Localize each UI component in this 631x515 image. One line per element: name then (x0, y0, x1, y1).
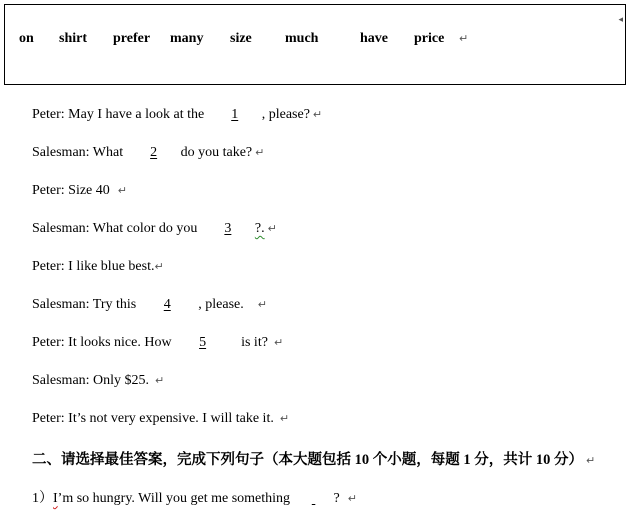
blank-4[interactable]: 4 (163, 297, 171, 312)
dialogue-line-4: Salesman: What color do you 3 ?. ↵ (32, 221, 277, 236)
dialogue-line-8: Salesman: Only $25. ↵ (32, 373, 165, 388)
section-heading: 二、请选择最佳答案，完成下列句子（本大题包括 10 个小题，每题 1 分，共计 10 分） ↵ (32, 452, 596, 468)
word-bank-item: shirt (59, 31, 87, 46)
blank-5[interactable]: 5 (199, 335, 207, 350)
word-bank-item: prefer (113, 31, 151, 46)
blank-1[interactable]: 1 (231, 107, 239, 122)
word-bank-item: size (230, 31, 252, 46)
word-bank-item: price (414, 31, 445, 46)
paragraph-mark-icon: ↵ (279, 412, 290, 425)
word-bank-item: much (285, 31, 319, 46)
paragraph-mark-icon: ↵ (255, 146, 265, 159)
question-number: 1） (32, 491, 53, 506)
dialogue-line-3: Peter: Size 40 ↵ (32, 183, 127, 198)
paragraph-mark-icon: ↵ (459, 32, 469, 45)
dialogue-line-9: Peter: It’s not very expensive. I will take it. ↵ (32, 411, 290, 426)
word-bank-item: many (170, 31, 204, 46)
paragraph-mark-icon: ↵ (273, 336, 284, 349)
word-bank-item: have (360, 31, 388, 46)
dialogue-line-7: Peter: It looks nice. How 5 is it? ↵ (32, 335, 284, 350)
paragraph-mark-icon: ↵ (155, 374, 165, 387)
paragraph-mark-icon: ↵ (312, 108, 323, 121)
word-bank-box (4, 4, 626, 85)
paragraph-mark-icon: ↵ (586, 454, 596, 467)
question-1: 1）I’m so hungry. Will you get me something ? ↵ (32, 491, 357, 506)
paragraph-mark-icon: ↵ (347, 492, 357, 505)
paragraph-mark-icon: ↵ (154, 260, 164, 273)
dialogue-line-2: Salesman: What 2 do you take? ↵ (32, 145, 265, 160)
corner-mark-icon: ◂ (618, 15, 623, 25)
word-bank-item: on (19, 31, 34, 46)
blank-2[interactable]: 2 (150, 145, 158, 160)
paragraph-mark-icon: ↵ (267, 222, 277, 235)
blank-3[interactable]: 3 (224, 221, 232, 236)
question-1-blank[interactable] (294, 491, 334, 507)
paragraph-mark-icon: ↵ (257, 298, 267, 311)
dialogue-line-6: Salesman: Try this 4 , please. ↵ (32, 297, 267, 312)
dialogue-line-1: Peter: May I have a look at the 1 , please? ↵ (32, 107, 323, 122)
paragraph-mark-icon: ↵ (117, 184, 127, 197)
dialogue-line-5: Peter: I like blue best.↵ (32, 259, 164, 274)
